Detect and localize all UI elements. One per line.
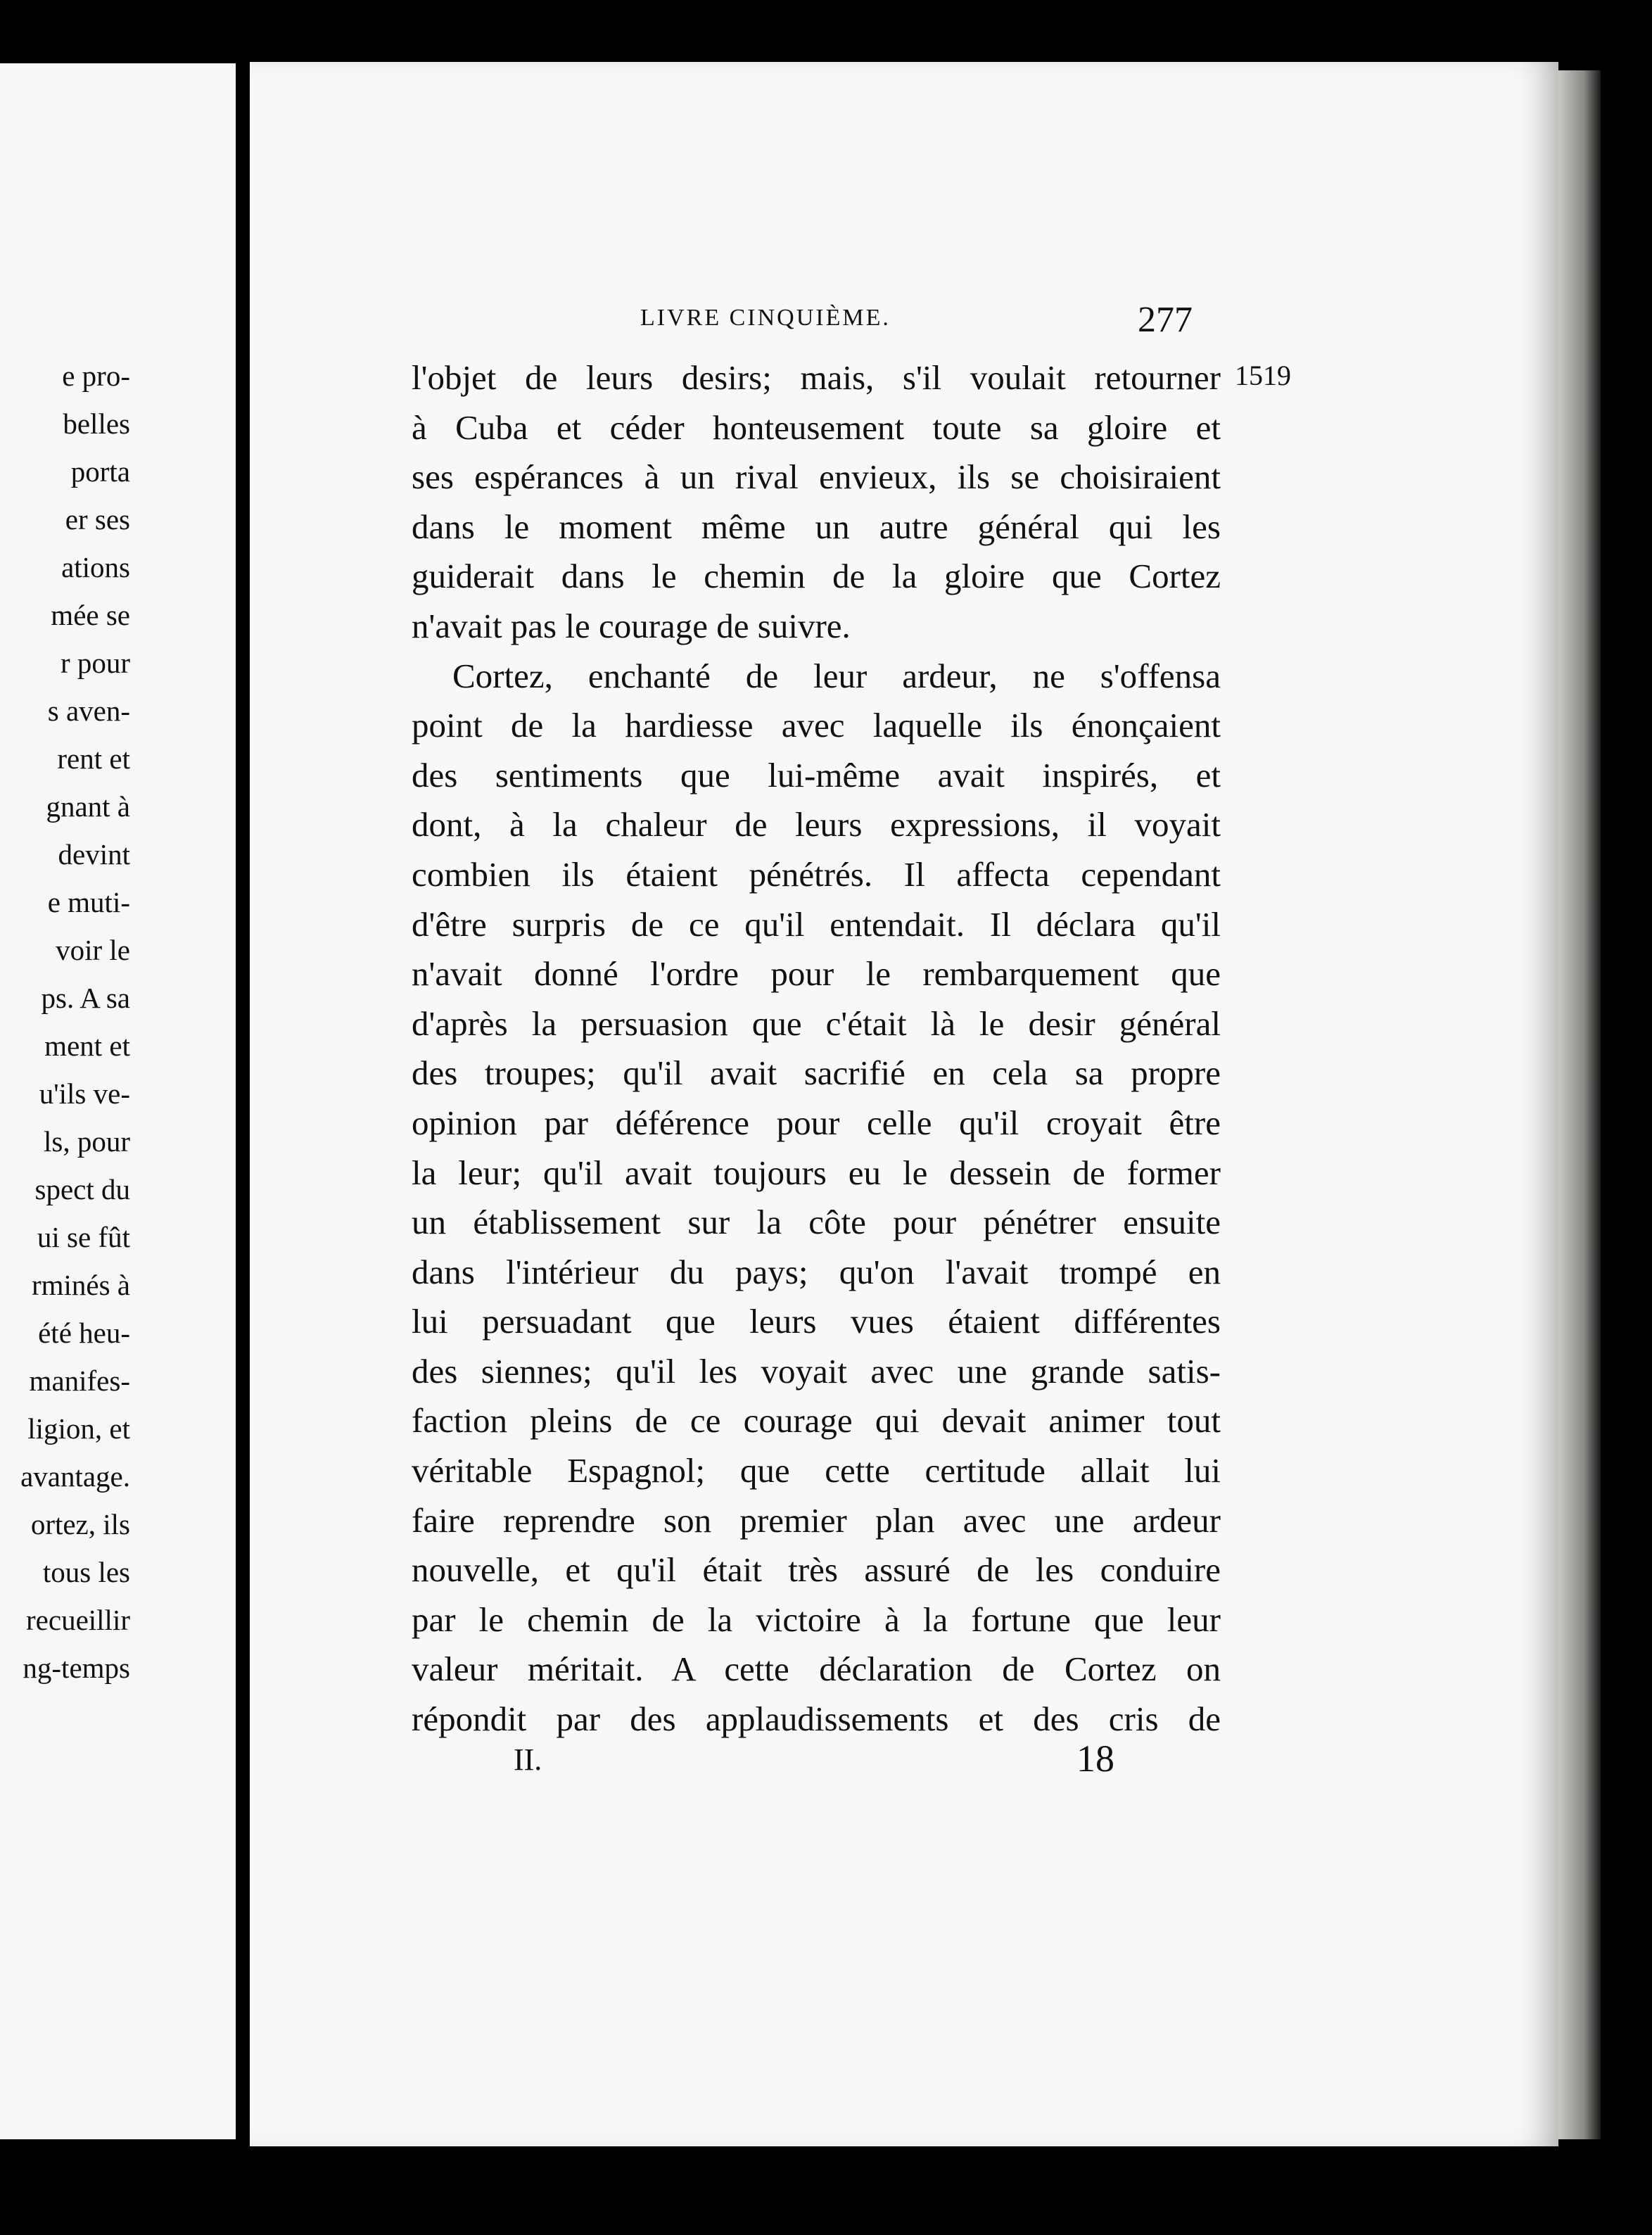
text-line: n'avait pas le courage de suivre. bbox=[412, 606, 851, 645]
left-page-line: u'ils ve- bbox=[39, 1077, 130, 1110]
folio-number: 18 bbox=[1076, 1737, 1114, 1780]
text-line: lui persuadant que leurs vues étaient différentes bbox=[412, 1302, 1221, 1341]
text-line: des siennes; qu'il les voyait avec une grande satis- bbox=[412, 1351, 1221, 1391]
left-page-line: porta bbox=[70, 455, 130, 488]
left-page-line: manifes- bbox=[29, 1365, 130, 1397]
left-page-line: e pro- bbox=[62, 360, 130, 392]
text-line: n'avait donné l'ordre pour le rembarquement que bbox=[412, 954, 1221, 994]
left-page-line: ations bbox=[61, 551, 130, 583]
text-line: d'après la persuasion que c'était là le desir général bbox=[412, 1003, 1221, 1043]
text-line: d'être surpris de ce qu'il entendait. Il déclara qu'il bbox=[412, 904, 1221, 944]
text-line: des troupes; qu'il avait sacrifié en cela sa propre bbox=[412, 1053, 1221, 1093]
left-page-fragment bbox=[0, 63, 236, 2139]
margin-year-note: 1519 bbox=[1235, 360, 1291, 391]
text-line: dont, à la chaleur de leurs expressions, il voyait bbox=[412, 805, 1221, 844]
left-page-line: ortez, ils bbox=[30, 1508, 130, 1540]
text-line: valeur méritait. A cette déclaration de Cortez on bbox=[412, 1650, 1221, 1689]
text-line: opinion par déférence pour celle qu'il croyait être bbox=[412, 1103, 1221, 1142]
text-line: la leur; qu'il avait toujours eu le dessein de former bbox=[412, 1153, 1221, 1192]
signature-mark: II. bbox=[514, 1742, 542, 1777]
left-page-line: spect du bbox=[34, 1173, 130, 1205]
left-page-line: ui se fût bbox=[37, 1221, 130, 1253]
left-page-line: été heu- bbox=[38, 1317, 130, 1349]
running-head: LIVRE CINQUIÈME. bbox=[640, 305, 891, 331]
text-line: par le chemin de la victoire à la fortune que leur bbox=[412, 1600, 1221, 1639]
text-line: à Cuba et céder honteusement toute sa gloire et bbox=[412, 407, 1221, 447]
text-line: des sentiments que lui-même avait inspirés, et bbox=[412, 755, 1221, 794]
left-page-line: e muti- bbox=[47, 886, 130, 918]
left-page-line: belles bbox=[63, 407, 130, 440]
text-line: guiderait dans le chemin de la gloire que Cortez bbox=[412, 557, 1221, 596]
body-text bbox=[412, 353, 1221, 1745]
text-line: faire reprendre son premier plan avec une ardeur bbox=[412, 1500, 1221, 1540]
left-page-line: ligion, et bbox=[27, 1412, 130, 1445]
text-line: dans l'intérieur du pays; qu'on l'avait trompé en bbox=[412, 1252, 1221, 1291]
text-line: ses espérances à un rival envieux, ils se choisiraient bbox=[412, 457, 1221, 497]
page-edge bbox=[1558, 70, 1601, 2139]
left-page-line: ment et bbox=[44, 1030, 130, 1062]
text-line: un établissement sur la côte pour pénétrer ensuite bbox=[412, 1203, 1221, 1242]
left-page-line: rminés à bbox=[31, 1269, 130, 1301]
text-line: répondit par des applaudissements et des cris de bbox=[412, 1699, 1221, 1739]
left-page-line: gnant à bbox=[46, 790, 130, 823]
text-line: Cortez, enchanté de leur ardeur, ne s'offensa bbox=[452, 656, 1221, 695]
left-page-line: tous les bbox=[42, 1556, 130, 1588]
left-page-line: r pour bbox=[60, 647, 130, 679]
text-line: point de la hardiesse avec laquelle ils énonçaient bbox=[412, 706, 1221, 745]
left-page-line: avantage. bbox=[20, 1460, 130, 1493]
text-line: véritable Espagnol; que cette certitude allait lui bbox=[412, 1451, 1221, 1490]
text-line: nouvelle, et qu'il était très assuré de les conduire bbox=[412, 1550, 1221, 1590]
left-page-line: ps. A sa bbox=[41, 982, 130, 1014]
text-line: combien ils étaient pénétrés. Il affecta cependant bbox=[412, 854, 1221, 894]
left-page-line: s aven- bbox=[47, 695, 130, 727]
left-page-line: er ses bbox=[65, 503, 130, 536]
left-page-line: ls, pour bbox=[44, 1125, 130, 1158]
text-line: l'objet de leurs desirs; mais, s'il voulait retourner bbox=[412, 358, 1221, 397]
left-page-line: mée se bbox=[51, 599, 130, 631]
left-page-line: ng-temps bbox=[23, 1652, 130, 1684]
left-page-line: rent et bbox=[57, 742, 130, 775]
book-gutter bbox=[236, 56, 250, 2167]
left-page-line: recueillir bbox=[26, 1604, 130, 1636]
left-page-line: voir le bbox=[56, 934, 130, 966]
text-line: faction pleins de ce courage qui devait animer tout bbox=[412, 1401, 1221, 1441]
text-line: dans le moment même un autre général qui les bbox=[412, 507, 1221, 546]
left-page-line: devint bbox=[58, 838, 130, 870]
page-number: 277 bbox=[1138, 300, 1193, 340]
